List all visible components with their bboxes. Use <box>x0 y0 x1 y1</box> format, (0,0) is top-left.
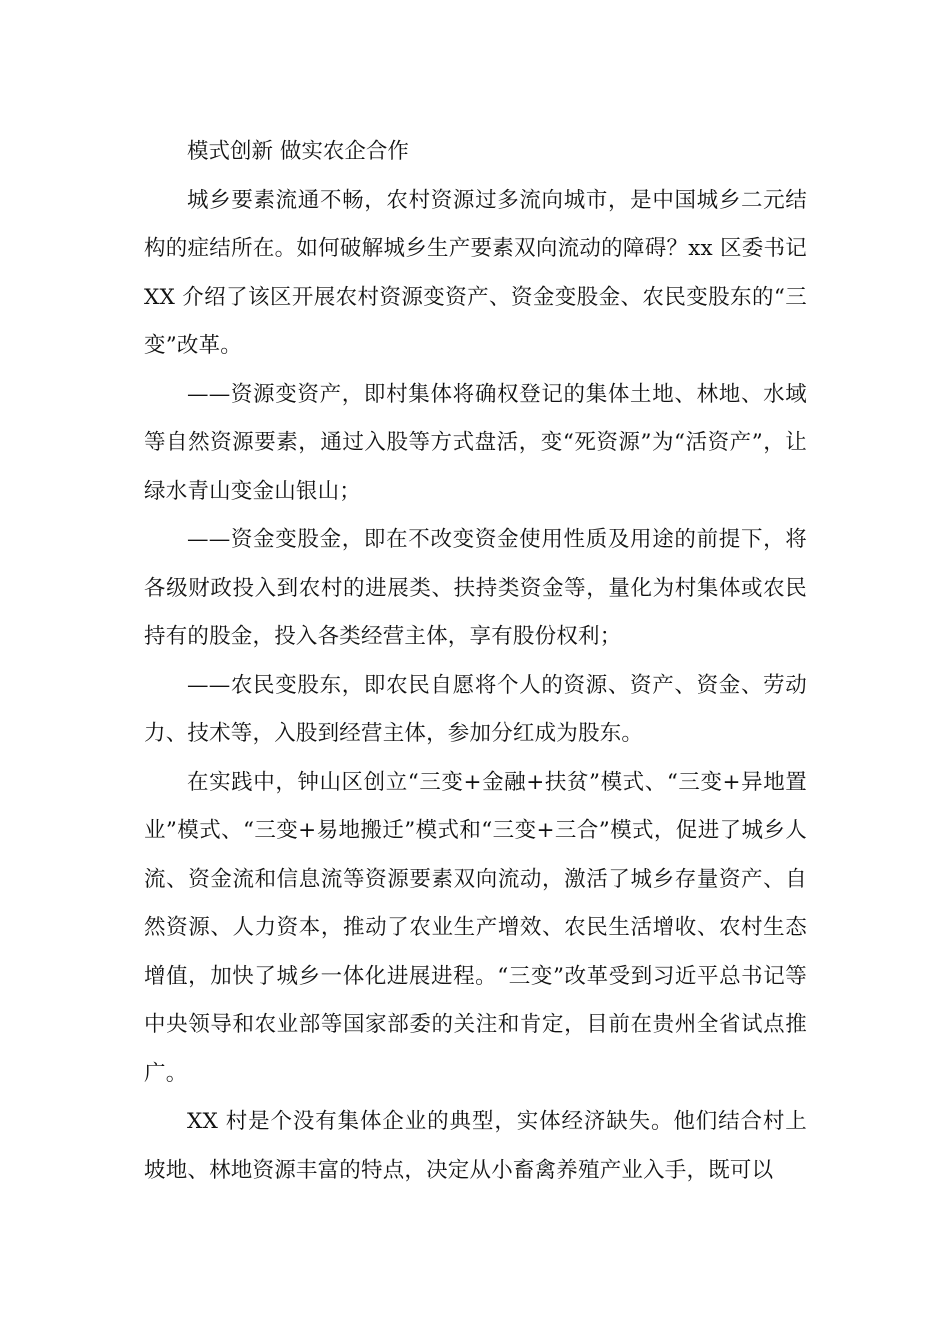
paragraph-resources-to-assets: ——资源变资产，即村集体将确权登记的集体土地、林地、水域等自然资源要素，通过入股等方式盘活，变“死资源”为“活资产”，让绿水青山变金山银山； <box>144 381 807 504</box>
paragraph-intro: 城乡要素流通不畅，农村资源过多流向城市，是中国城乡二元结构的症结所在。如何破解城乡生产要素双向流动的障碍？xx 区委书记 XX 介绍了该区开展农村资源变资产、资金变股金、农民变股东的“三变”改革。 <box>144 187 807 358</box>
paragraph-village-example: XX 村是个没有集体企业的典型，实体经济缺失。他们结合村上坡地、林地资源丰富的特点，决定从小畜禽养殖产业入手，既可以 <box>144 1109 807 1183</box>
section-heading: 模式创新 做实农企合作 <box>187 139 409 164</box>
paragraph-practice: 在实践中，钟山区创立“三变+金融+扶贫”模式、“三变+异地置业”模式、“三变+易地搬迁”模式和“三变+三合”模式，促进了城乡人流、资金流和信息流等资源要素双向流动，激活了城乡存量资产、自然资源、人力资本，推动了农业生产增效、农民生活增收、农村生态增值，加快了城乡一体化进展进程。“三变”改革受到习近平总书记等中央领导和农业部等国家部委的关注和肯定，目前在贵州全省试点推广。 <box>144 769 807 1086</box>
paragraph-funds-to-shares: ——资金变股金，即在不改变资金使用性质及用途的前提下，将各级财政投入到农村的进展类、扶持类资金等，量化为村集体或农民持有的股金，投入各类经营主体，享有股份权利； <box>144 527 807 649</box>
paragraph-farmers-to-shareholders: ——农民变股东，即农民自愿将个人的资源、资产、资金、劳动力、技术等，入股到经营主体，参加分红成为股东。 <box>144 672 807 746</box>
document-body <box>144 128 807 1195</box>
